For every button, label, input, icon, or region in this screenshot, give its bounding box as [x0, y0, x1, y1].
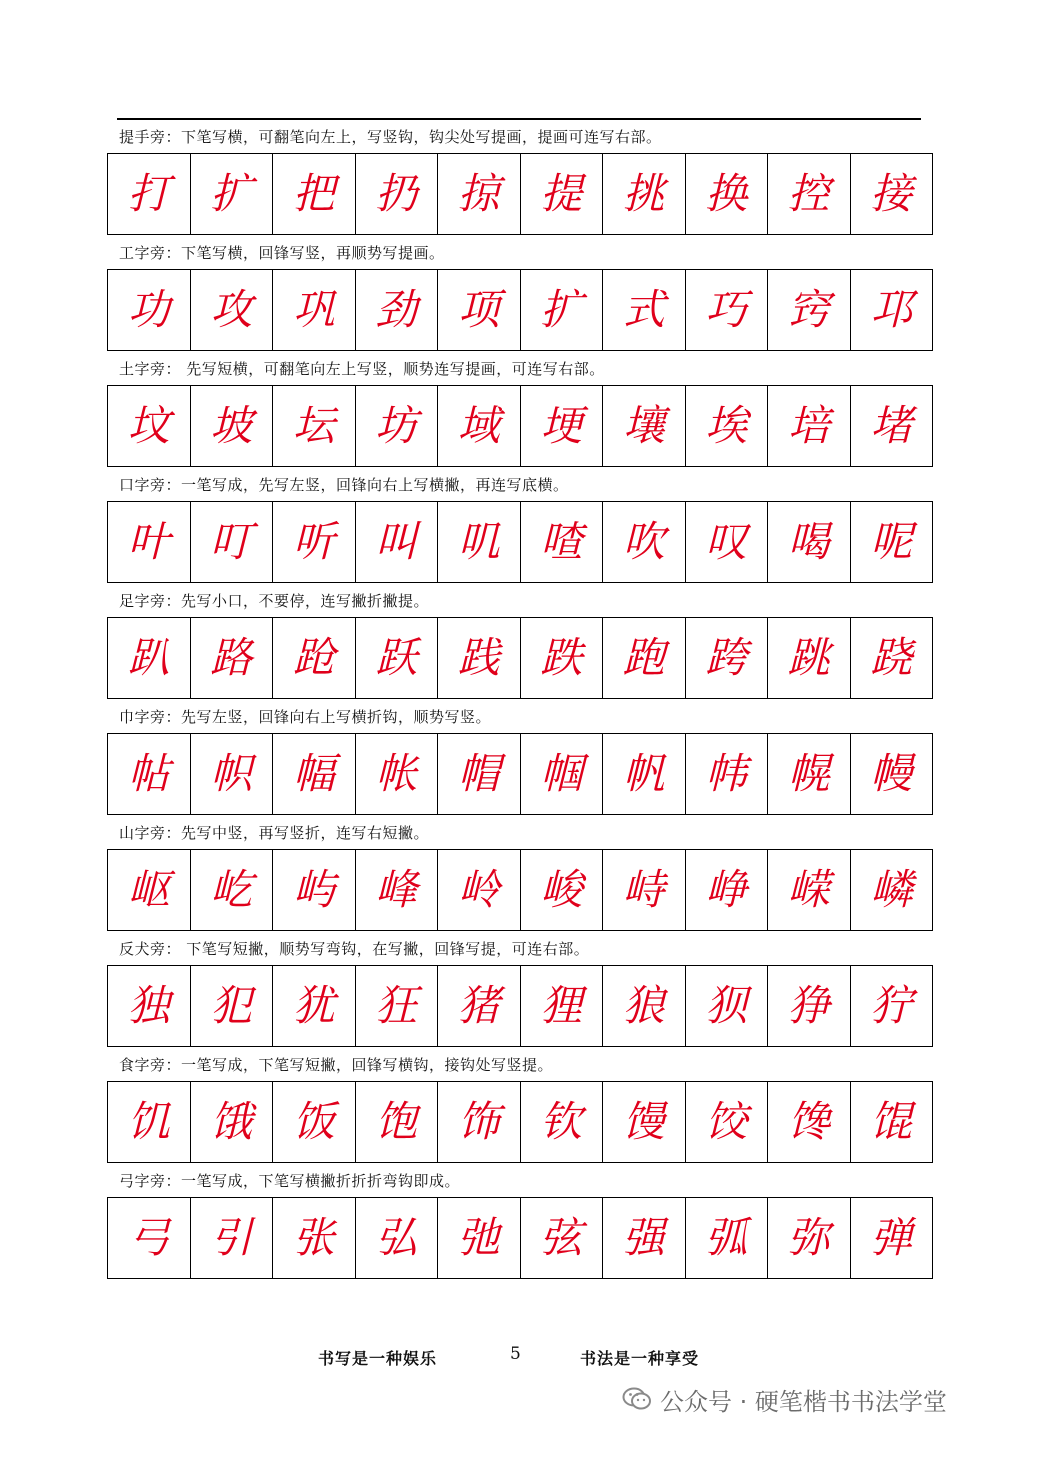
section-caption: 弓字旁：一笔写成，下笔写横撇折折折弯钩即成。 [119, 1172, 461, 1190]
char-cell: 饭 [273, 1082, 356, 1162]
char-cell: 坡 [191, 386, 274, 466]
section-caption: 反犬旁： 下笔写短撇，顺势写弯钩，在写撇，回锋写提，可连右部。 [119, 940, 590, 958]
char-cell: 提 [521, 154, 604, 234]
char-cell: 饿 [191, 1082, 274, 1162]
char-cell: 扩 [191, 154, 274, 234]
char-cell: 叹 [686, 502, 769, 582]
char-cell: 钦 [521, 1082, 604, 1162]
char-cell: 弹 [870, 1213, 913, 1262]
section-caption: 提手旁：下笔写横，可翻笔向左上，写竖钩，钩尖处写提画，提画可连写右部。 [119, 128, 662, 146]
section-caption: 土字旁： 先写短横，可翻笔向左上写竖，顺势连写提画，可连写右部。 [119, 360, 605, 378]
char-cell: 弘 [356, 1198, 439, 1278]
char-cell: 峥 [686, 850, 769, 930]
char-cell: 屿 [273, 850, 356, 930]
char-cell: 项 [438, 270, 521, 350]
char-cell: 狂 [356, 966, 439, 1046]
char-cell: 强 [603, 1198, 686, 1278]
char-cell: 培 [768, 386, 851, 466]
char-cell: 把 [273, 154, 356, 234]
char-grid [107, 501, 933, 583]
section [107, 587, 933, 703]
section [107, 239, 933, 355]
char-cell: 嵘 [768, 850, 851, 930]
section-caption: 巾字旁：先写左竖，回锋向右上写横折钩，顺势写竖。 [119, 708, 492, 726]
char-cell: 扩 [521, 270, 604, 350]
char-cell: 叶 [108, 502, 191, 582]
char-cell: 帐 [356, 734, 439, 814]
char-cell: 扔 [356, 154, 439, 234]
char-cell: 弥 [768, 1198, 851, 1278]
section [107, 355, 933, 471]
char-cell: 犯 [191, 966, 274, 1046]
char-cell: 岖 [108, 850, 191, 930]
char-cell: 功 [108, 270, 191, 350]
char-cell: 饱 [356, 1082, 439, 1162]
char-grid [107, 385, 933, 467]
char-cell: 馋 [768, 1082, 851, 1162]
char-cell: 狼 [603, 966, 686, 1046]
char-cell: 岭 [438, 850, 521, 930]
char-cell: 挑 [603, 154, 686, 234]
char-cell: 跄 [273, 618, 356, 698]
char-cell: 堵 [870, 401, 913, 450]
section-caption: 足字旁：先写小口，不要停，连写撇折撇提。 [119, 592, 430, 610]
char-cell: 接 [870, 169, 913, 218]
char-cell: 听 [273, 502, 356, 582]
char-cell: 弓 [108, 1198, 191, 1278]
char-cell: 狈 [686, 966, 769, 1046]
char-cell: 跌 [521, 618, 604, 698]
page-number: 5 [510, 1344, 521, 1364]
char-cell: 弧 [686, 1198, 769, 1278]
practice-sections [107, 123, 933, 1283]
char-cell: 叫 [356, 502, 439, 582]
char-cell: 控 [768, 154, 851, 234]
section [107, 471, 933, 587]
char-grid [107, 733, 933, 815]
char-cell: 帼 [521, 734, 604, 814]
char-grid [107, 1197, 933, 1279]
char-grid [107, 617, 933, 699]
char-cell: 叮 [191, 502, 274, 582]
char-cell: 呢 [870, 517, 913, 566]
char-cell: 践 [438, 618, 521, 698]
page-footer [0, 1346, 1039, 1370]
char-cell: 跃 [356, 618, 439, 698]
char-cell: 馄 [870, 1097, 913, 1146]
footer-right-slogan: 书法是一种享受 [580, 1349, 700, 1368]
section [107, 1167, 933, 1283]
section [107, 123, 933, 239]
watermark-text: 公众号 · 硬笔楷书书法学堂 [660, 1387, 947, 1416]
char-cell: 幔 [870, 749, 913, 798]
char-cell: 犹 [273, 966, 356, 1046]
char-cell: 帜 [191, 734, 274, 814]
section-caption: 工字旁：下笔写横，回锋写竖，再顺势写提画。 [119, 244, 445, 262]
char-cell: 跑 [603, 618, 686, 698]
char-cell: 巧 [686, 270, 769, 350]
char-grid [107, 965, 933, 1047]
section-caption: 山字旁：先写中竖，再写竖折，连写右短撇。 [119, 824, 430, 842]
char-cell: 峻 [521, 850, 604, 930]
char-cell: 埂 [521, 386, 604, 466]
char-cell: 壤 [603, 386, 686, 466]
char-cell: 路 [191, 618, 274, 698]
char-cell: 峰 [356, 850, 439, 930]
char-grid [107, 269, 933, 351]
char-cell: 屹 [191, 850, 274, 930]
char-cell: 吹 [603, 502, 686, 582]
char-cell: 幌 [768, 734, 851, 814]
char-cell: 埃 [686, 386, 769, 466]
char-cell: 喳 [521, 502, 604, 582]
top-rule [117, 118, 921, 120]
char-cell: 饺 [686, 1082, 769, 1162]
char-cell: 跳 [768, 618, 851, 698]
char-cell: 窍 [768, 270, 851, 350]
char-cell: 打 [108, 154, 191, 234]
char-cell: 幅 [273, 734, 356, 814]
wechat-icon [622, 1386, 652, 1412]
char-grid [107, 849, 933, 931]
char-cell: 巩 [273, 270, 356, 350]
char-cell: 劲 [356, 270, 439, 350]
char-cell: 掠 [438, 154, 521, 234]
char-cell: 趴 [108, 618, 191, 698]
char-cell: 帽 [438, 734, 521, 814]
char-cell: 狰 [768, 966, 851, 1046]
char-cell: 弛 [438, 1198, 521, 1278]
char-grid [107, 1081, 933, 1163]
char-cell: 弦 [521, 1198, 604, 1278]
char-cell: 域 [438, 386, 521, 466]
char-cell: 引 [191, 1198, 274, 1278]
char-cell: 嶙 [870, 865, 913, 914]
char-cell: 狞 [870, 981, 913, 1030]
char-cell: 坟 [108, 386, 191, 466]
char-grid [107, 153, 933, 235]
char-cell: 邛 [870, 285, 913, 334]
char-cell: 帏 [686, 734, 769, 814]
char-cell: 跨 [686, 618, 769, 698]
char-cell: 狸 [521, 966, 604, 1046]
char-cell: 式 [603, 270, 686, 350]
char-cell: 坊 [356, 386, 439, 466]
char-cell: 独 [108, 966, 191, 1046]
section [107, 703, 933, 819]
footer-left-slogan: 书写是一种娱乐 [318, 1349, 438, 1368]
char-cell: 峙 [603, 850, 686, 930]
char-cell: 帖 [108, 734, 191, 814]
section [107, 935, 933, 1051]
char-cell: 饥 [108, 1082, 191, 1162]
char-cell: 馒 [603, 1082, 686, 1162]
section [107, 819, 933, 935]
section-caption: 食字旁：一笔写成，下笔写短撇，回锋写横钩，接钩处写竖提。 [119, 1056, 554, 1074]
section [107, 1051, 933, 1167]
char-cell: 攻 [191, 270, 274, 350]
char-cell: 跷 [870, 633, 913, 682]
char-cell: 叽 [438, 502, 521, 582]
section-caption: 口字旁：一笔写成，先写左竖，回锋向右上写横撇，再连写底横。 [119, 476, 569, 494]
char-cell: 张 [273, 1198, 356, 1278]
watermark [622, 1384, 947, 1414]
char-cell: 猪 [438, 966, 521, 1046]
char-cell: 喝 [768, 502, 851, 582]
char-cell: 帆 [603, 734, 686, 814]
char-cell: 换 [686, 154, 769, 234]
char-cell: 坛 [273, 386, 356, 466]
char-cell: 饰 [438, 1082, 521, 1162]
